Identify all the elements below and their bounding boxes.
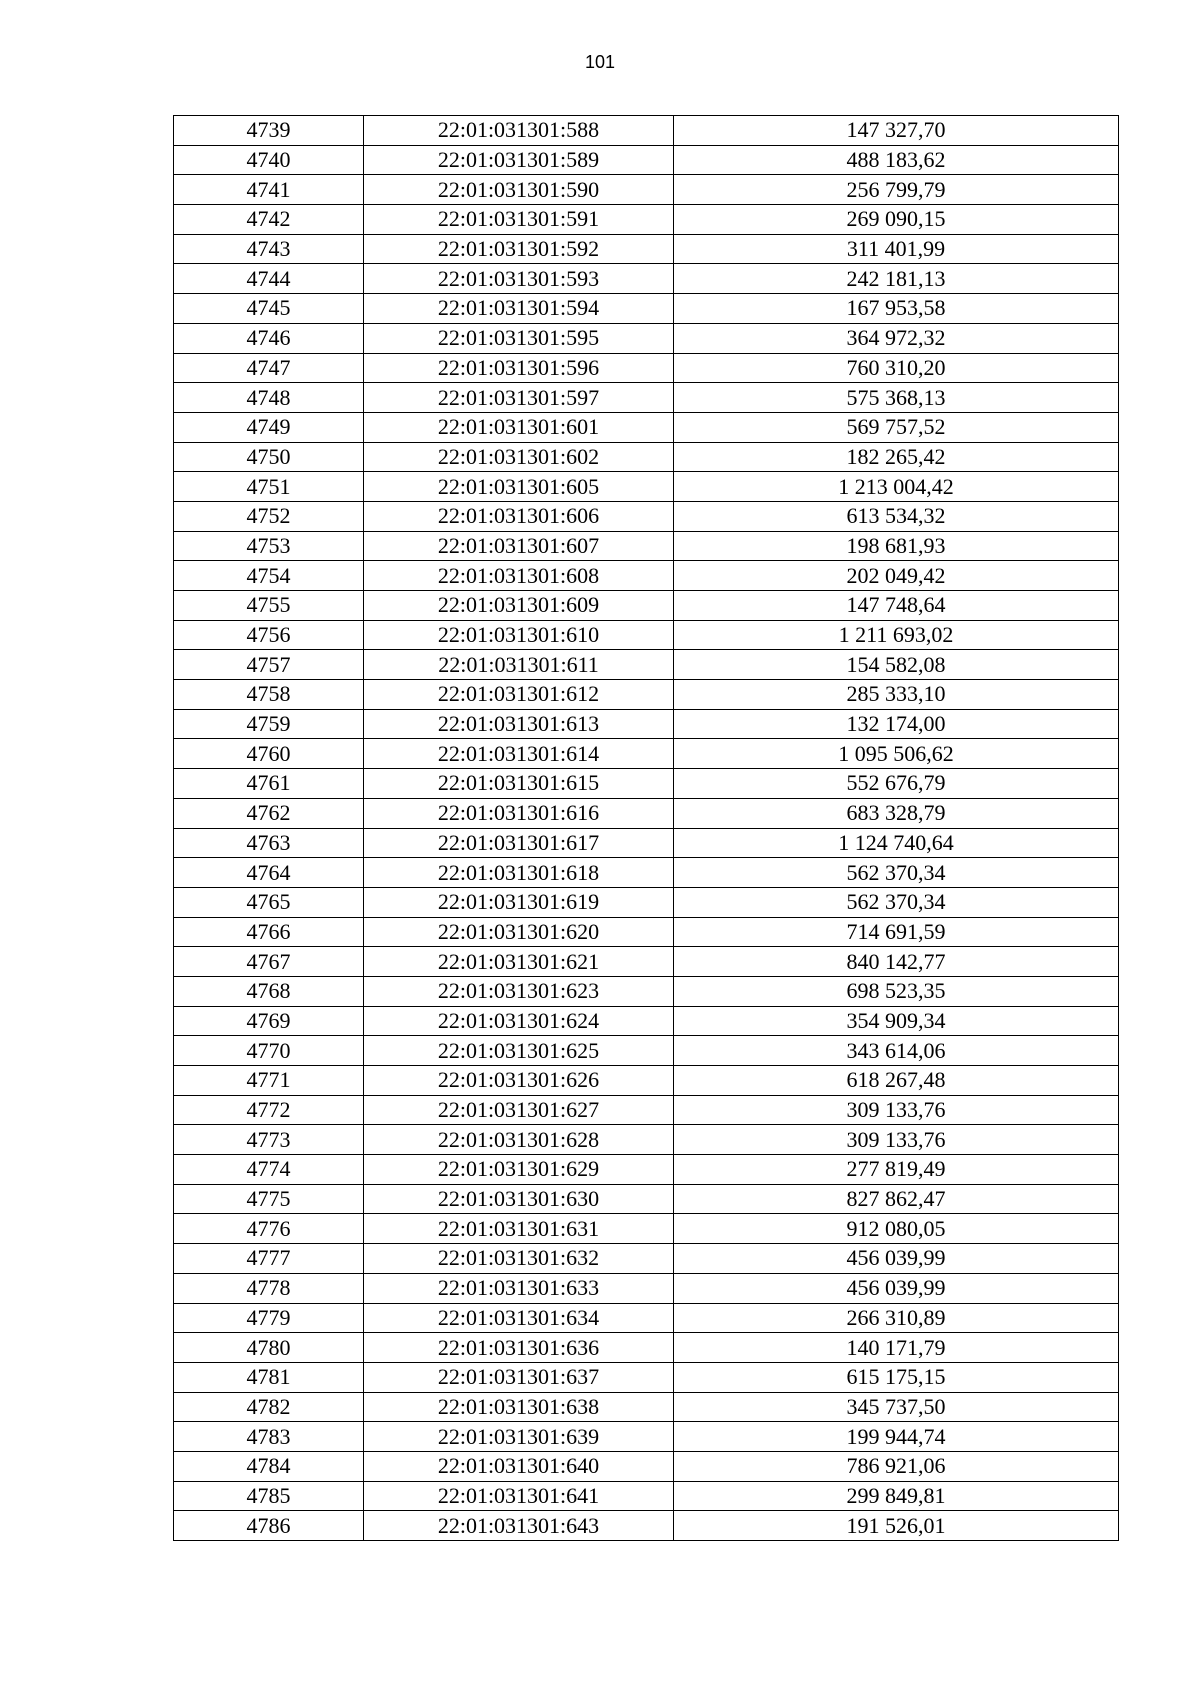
value-cell: 562 370,34: [674, 887, 1119, 917]
table-row: [174, 116, 1119, 146]
table-row: [174, 1006, 1119, 1036]
value-cell: 132 174,00: [674, 709, 1119, 739]
cadastral-number-cell: 22:01:031301:624: [364, 1006, 674, 1036]
row-number-cell: 4750: [174, 442, 364, 472]
parcel-table: [173, 115, 1119, 1541]
row-number-cell: 4778: [174, 1273, 364, 1303]
table-row: [174, 1273, 1119, 1303]
value-cell: 154 582,08: [674, 650, 1119, 680]
table-row: [174, 828, 1119, 858]
table-row: [174, 353, 1119, 383]
cadastral-number-cell: 22:01:031301:630: [364, 1184, 674, 1214]
row-number-cell: 4754: [174, 561, 364, 591]
value-cell: 1 124 740,64: [674, 828, 1119, 858]
table-row: [174, 858, 1119, 888]
row-number-cell: 4785: [174, 1481, 364, 1511]
table-row: [174, 1451, 1119, 1481]
row-number-cell: 4780: [174, 1333, 364, 1363]
value-cell: 202 049,42: [674, 561, 1119, 591]
cadastral-number-cell: 22:01:031301:623: [364, 976, 674, 1006]
cadastral-number-cell: 22:01:031301:589: [364, 145, 674, 175]
cadastral-number-cell: 22:01:031301:618: [364, 858, 674, 888]
table-row: [174, 383, 1119, 413]
cadastral-number-cell: 22:01:031301:620: [364, 917, 674, 947]
table-row: [174, 1333, 1119, 1363]
table-row: [174, 1303, 1119, 1333]
value-cell: 1 213 004,42: [674, 472, 1119, 502]
value-cell: 191 526,01: [674, 1511, 1119, 1541]
row-number-cell: 4756: [174, 620, 364, 650]
value-cell: 167 953,58: [674, 294, 1119, 324]
table-row: [174, 739, 1119, 769]
value-cell: 840 142,77: [674, 947, 1119, 977]
cadastral-number-cell: 22:01:031301:591: [364, 205, 674, 235]
cadastral-number-cell: 22:01:031301:607: [364, 531, 674, 561]
row-number-cell: 4753: [174, 531, 364, 561]
table-body: [174, 116, 1119, 1541]
value-cell: 345 737,50: [674, 1392, 1119, 1422]
cadastral-number-cell: 22:01:031301:639: [364, 1422, 674, 1452]
value-cell: 299 849,81: [674, 1481, 1119, 1511]
value-cell: 613 534,32: [674, 501, 1119, 531]
value-cell: 269 090,15: [674, 205, 1119, 235]
cadastral-number-cell: 22:01:031301:626: [364, 1066, 674, 1096]
table-row: [174, 680, 1119, 710]
row-number-cell: 4765: [174, 887, 364, 917]
value-cell: 199 944,74: [674, 1422, 1119, 1452]
row-number-cell: 4773: [174, 1125, 364, 1155]
value-cell: 786 921,06: [674, 1451, 1119, 1481]
table-row: [174, 1392, 1119, 1422]
row-number-cell: 4743: [174, 234, 364, 264]
table-row: [174, 798, 1119, 828]
table-row: [174, 1066, 1119, 1096]
table-row: [174, 561, 1119, 591]
table-row: [174, 1125, 1119, 1155]
row-number-cell: 4779: [174, 1303, 364, 1333]
row-number-cell: 4764: [174, 858, 364, 888]
value-cell: 714 691,59: [674, 917, 1119, 947]
row-number-cell: 4772: [174, 1095, 364, 1125]
cadastral-number-cell: 22:01:031301:611: [364, 650, 674, 680]
cadastral-number-cell: 22:01:031301:641: [364, 1481, 674, 1511]
value-cell: 311 401,99: [674, 234, 1119, 264]
value-cell: 698 523,35: [674, 976, 1119, 1006]
cadastral-number-cell: 22:01:031301:617: [364, 828, 674, 858]
value-cell: 309 133,76: [674, 1095, 1119, 1125]
row-number-cell: 4748: [174, 383, 364, 413]
value-cell: 1 211 693,02: [674, 620, 1119, 650]
cadastral-number-cell: 22:01:031301:627: [364, 1095, 674, 1125]
value-cell: 364 972,32: [674, 323, 1119, 353]
value-cell: 256 799,79: [674, 175, 1119, 205]
table-row: [174, 887, 1119, 917]
table-row: [174, 531, 1119, 561]
table-row: [174, 1244, 1119, 1274]
table-row: [174, 650, 1119, 680]
cadastral-number-cell: 22:01:031301:590: [364, 175, 674, 205]
cadastral-number-cell: 22:01:031301:633: [364, 1273, 674, 1303]
row-number-cell: 4784: [174, 1451, 364, 1481]
table-row: [174, 205, 1119, 235]
table-row: [174, 175, 1119, 205]
value-cell: 285 333,10: [674, 680, 1119, 710]
cadastral-number-cell: 22:01:031301:606: [364, 501, 674, 531]
row-number-cell: 4742: [174, 205, 364, 235]
row-number-cell: 4745: [174, 294, 364, 324]
table-row: [174, 234, 1119, 264]
row-number-cell: 4763: [174, 828, 364, 858]
cadastral-number-cell: 22:01:031301:625: [364, 1036, 674, 1066]
table-row: [174, 1511, 1119, 1541]
value-cell: 827 862,47: [674, 1184, 1119, 1214]
table-row: [174, 264, 1119, 294]
table-row: [174, 620, 1119, 650]
row-number-cell: 4752: [174, 501, 364, 531]
value-cell: 182 265,42: [674, 442, 1119, 472]
cadastral-number-cell: 22:01:031301:596: [364, 353, 674, 383]
cadastral-number-cell: 22:01:031301:588: [364, 116, 674, 146]
value-cell: 683 328,79: [674, 798, 1119, 828]
table-row: [174, 145, 1119, 175]
value-cell: 309 133,76: [674, 1125, 1119, 1155]
row-number-cell: 4774: [174, 1155, 364, 1185]
cadastral-number-cell: 22:01:031301:636: [364, 1333, 674, 1363]
row-number-cell: 4744: [174, 264, 364, 294]
value-cell: 242 181,13: [674, 264, 1119, 294]
cadastral-number-cell: 22:01:031301:640: [364, 1451, 674, 1481]
cadastral-number-cell: 22:01:031301:643: [364, 1511, 674, 1541]
table-row: [174, 323, 1119, 353]
cadastral-number-cell: 22:01:031301:613: [364, 709, 674, 739]
cadastral-number-cell: 22:01:031301:597: [364, 383, 674, 413]
table-row: [174, 442, 1119, 472]
value-cell: 569 757,52: [674, 412, 1119, 442]
row-number-cell: 4751: [174, 472, 364, 502]
cadastral-number-cell: 22:01:031301:638: [364, 1392, 674, 1422]
table-row: [174, 1481, 1119, 1511]
value-cell: 912 080,05: [674, 1214, 1119, 1244]
row-number-cell: 4775: [174, 1184, 364, 1214]
value-cell: 615 175,15: [674, 1362, 1119, 1392]
row-number-cell: 4749: [174, 412, 364, 442]
value-cell: 618 267,48: [674, 1066, 1119, 1096]
table-row: [174, 976, 1119, 1006]
row-number-cell: 4740: [174, 145, 364, 175]
value-cell: 562 370,34: [674, 858, 1119, 888]
value-cell: 575 368,13: [674, 383, 1119, 413]
row-number-cell: 4760: [174, 739, 364, 769]
value-cell: 266 310,89: [674, 1303, 1119, 1333]
table-row: [174, 709, 1119, 739]
cadastral-number-cell: 22:01:031301:608: [364, 561, 674, 591]
parcel-table-container: [173, 115, 1118, 1541]
row-number-cell: 4741: [174, 175, 364, 205]
table-row: [174, 294, 1119, 324]
row-number-cell: 4770: [174, 1036, 364, 1066]
table-row: [174, 1095, 1119, 1125]
value-cell: 552 676,79: [674, 769, 1119, 799]
cadastral-number-cell: 22:01:031301:615: [364, 769, 674, 799]
cadastral-number-cell: 22:01:031301:629: [364, 1155, 674, 1185]
cadastral-number-cell: 22:01:031301:632: [364, 1244, 674, 1274]
row-number-cell: 4755: [174, 591, 364, 621]
cadastral-number-cell: 22:01:031301:612: [364, 680, 674, 710]
cadastral-number-cell: 22:01:031301:637: [364, 1362, 674, 1392]
cadastral-number-cell: 22:01:031301:595: [364, 323, 674, 353]
cadastral-number-cell: 22:01:031301:605: [364, 472, 674, 502]
row-number-cell: 4759: [174, 709, 364, 739]
table-row: [174, 1155, 1119, 1185]
value-cell: 147 748,64: [674, 591, 1119, 621]
cadastral-number-cell: 22:01:031301:628: [364, 1125, 674, 1155]
cadastral-number-cell: 22:01:031301:616: [364, 798, 674, 828]
row-number-cell: 4786: [174, 1511, 364, 1541]
row-number-cell: 4781: [174, 1362, 364, 1392]
cadastral-number-cell: 22:01:031301:602: [364, 442, 674, 472]
cadastral-number-cell: 22:01:031301:592: [364, 234, 674, 264]
table-row: [174, 1362, 1119, 1392]
row-number-cell: 4777: [174, 1244, 364, 1274]
row-number-cell: 4769: [174, 1006, 364, 1036]
table-row: [174, 917, 1119, 947]
value-cell: 147 327,70: [674, 116, 1119, 146]
value-cell: 760 310,20: [674, 353, 1119, 383]
row-number-cell: 4768: [174, 976, 364, 1006]
row-number-cell: 4766: [174, 917, 364, 947]
row-number-cell: 4758: [174, 680, 364, 710]
row-number-cell: 4767: [174, 947, 364, 977]
cadastral-number-cell: 22:01:031301:631: [364, 1214, 674, 1244]
table-row: [174, 947, 1119, 977]
table-row: [174, 1184, 1119, 1214]
row-number-cell: 4747: [174, 353, 364, 383]
value-cell: 456 039,99: [674, 1273, 1119, 1303]
value-cell: 140 171,79: [674, 1333, 1119, 1363]
row-number-cell: 4783: [174, 1422, 364, 1452]
cadastral-number-cell: 22:01:031301:593: [364, 264, 674, 294]
table-row: [174, 591, 1119, 621]
table-row: [174, 1214, 1119, 1244]
table-row: [174, 472, 1119, 502]
row-number-cell: 4762: [174, 798, 364, 828]
row-number-cell: 4782: [174, 1392, 364, 1422]
value-cell: 343 614,06: [674, 1036, 1119, 1066]
cadastral-number-cell: 22:01:031301:594: [364, 294, 674, 324]
cadastral-number-cell: 22:01:031301:601: [364, 412, 674, 442]
row-number-cell: 4746: [174, 323, 364, 353]
row-number-cell: 4776: [174, 1214, 364, 1244]
cadastral-number-cell: 22:01:031301:614: [364, 739, 674, 769]
row-number-cell: 4739: [174, 116, 364, 146]
cadastral-number-cell: 22:01:031301:610: [364, 620, 674, 650]
value-cell: 277 819,49: [674, 1155, 1119, 1185]
value-cell: 488 183,62: [674, 145, 1119, 175]
table-row: [174, 1422, 1119, 1452]
cadastral-number-cell: 22:01:031301:619: [364, 887, 674, 917]
value-cell: 354 909,34: [674, 1006, 1119, 1036]
cadastral-number-cell: 22:01:031301:621: [364, 947, 674, 977]
table-row: [174, 1036, 1119, 1066]
row-number-cell: 4761: [174, 769, 364, 799]
value-cell: 456 039,99: [674, 1244, 1119, 1274]
table-row: [174, 412, 1119, 442]
cadastral-number-cell: 22:01:031301:634: [364, 1303, 674, 1333]
value-cell: 1 095 506,62: [674, 739, 1119, 769]
table-row: [174, 501, 1119, 531]
cadastral-number-cell: 22:01:031301:609: [364, 591, 674, 621]
row-number-cell: 4757: [174, 650, 364, 680]
row-number-cell: 4771: [174, 1066, 364, 1096]
page-number: 101: [584, 52, 616, 72]
table-row: [174, 769, 1119, 799]
value-cell: 198 681,93: [674, 531, 1119, 561]
